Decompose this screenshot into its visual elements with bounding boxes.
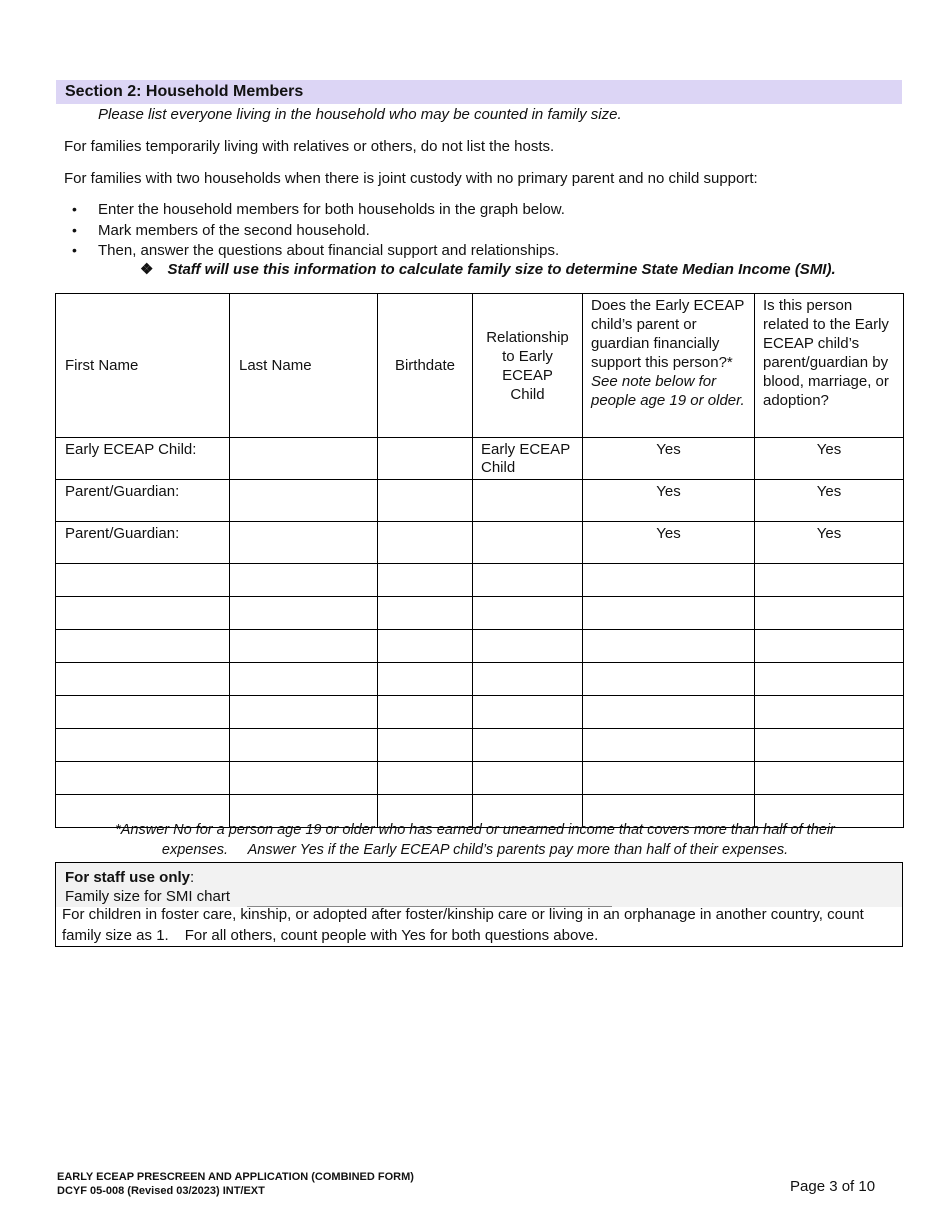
list-item: Mark members of the second household. — [98, 222, 370, 239]
header-related: Is this person related to the Early ECEAP child’s parent/guardian by blood, marriage, or adoption? — [755, 294, 904, 438]
table-row — [56, 522, 904, 564]
cell-relationship — [473, 480, 583, 522]
staff-instructions-part: For all others, count people with Yes for both questions above. — [184, 927, 599, 944]
table-header-row — [56, 294, 904, 438]
cell-last-name[interactable] — [230, 564, 378, 597]
cell-last-name[interactable] — [230, 597, 378, 630]
header-relationship-line: Relationship — [486, 328, 569, 346]
cell-related[interactable] — [755, 564, 904, 597]
table-footnote — [60, 820, 890, 860]
staff-title-colon: : — [190, 869, 195, 886]
cell-first-name[interactable] — [56, 630, 230, 663]
cell-related[interactable] — [755, 762, 904, 795]
section-header — [56, 80, 902, 104]
cell-first-name: Parent/Guardian: — [56, 480, 230, 522]
cell-related: Yes — [755, 480, 904, 522]
bullet-icon: • — [72, 201, 77, 217]
header-birthdate: Birthdate — [378, 294, 473, 438]
cell-relationship[interactable] — [473, 564, 583, 597]
cell-financial-support[interactable] — [583, 663, 755, 696]
table-row — [56, 597, 904, 630]
cell-first-name: Parent/Guardian: — [56, 522, 230, 564]
cell-related[interactable] — [755, 630, 904, 663]
cell-financial-support[interactable] — [583, 762, 755, 795]
staff-title-text: For staff use only — [65, 869, 191, 886]
staff-instructions-line: For children in foster care, kinship, or adopted after foster/kinship care or living in an orphanage in another country, count — [62, 906, 864, 923]
household-members-table — [55, 293, 904, 828]
cell-first-name[interactable] — [56, 762, 230, 795]
cell-birthdate[interactable] — [378, 438, 473, 480]
cell-last-name[interactable] — [230, 696, 378, 729]
cell-relationship[interactable] — [473, 630, 583, 663]
family-size-label: Family size for SMI chart — [65, 888, 231, 905]
page-number: Page 3 of 10 — [790, 1178, 876, 1195]
header-relationship-line: Child — [510, 385, 545, 403]
cell-financial-support: Yes — [583, 480, 755, 522]
table-row — [56, 564, 904, 597]
cell-birthdate[interactable] — [378, 597, 473, 630]
cell-related[interactable] — [755, 597, 904, 630]
cell-related[interactable] — [755, 729, 904, 762]
table-row — [56, 438, 904, 480]
footnote-line: *Answer No for a person age 19 or older who has earned or unearned income that covers more than half of their — [115, 822, 835, 838]
table-row — [56, 630, 904, 663]
list-item: Enter the household members for both households in the graph below. — [98, 201, 565, 218]
header-financial-support — [583, 294, 755, 438]
paragraph-joint-custody: For families with two households when there is joint custody with no primary parent and no child support: — [64, 170, 758, 187]
cell-relationship[interactable] — [473, 729, 583, 762]
cell-last-name[interactable] — [230, 522, 378, 564]
staff-instructions-part: family size as 1. — [62, 927, 169, 944]
cell-birthdate[interactable] — [378, 762, 473, 795]
form-title: EARLY ECEAP PRESCREEN AND APPLICATION (COMBINED FORM) — [57, 1171, 414, 1183]
cell-birthdate[interactable] — [378, 630, 473, 663]
section-intro: Please list everyone living in the household who may be counted in family size. — [98, 106, 622, 123]
footnote-line: expenses. Answer Yes if the Early ECEAP child’s parents pay more than half of their expenses. — [161, 842, 789, 858]
form-code: DCYF 05-008 (Revised 03/2023) INT/EXT — [57, 1185, 265, 1197]
header-support-note: See note below for people age 19 or older. — [591, 373, 745, 409]
form-footer — [57, 1170, 414, 1198]
cell-relationship[interactable] — [473, 663, 583, 696]
header-support-question: Does the Early ECEAP child’s parent or guardian financially support this person?* — [591, 297, 745, 371]
paragraph-hosts: For families temporarily living with relatives or others, do not list the hosts. — [64, 138, 555, 155]
cell-last-name[interactable] — [230, 663, 378, 696]
cell-relationship[interactable] — [473, 597, 583, 630]
staff-note-text: Staff will use this information to calculate family size to determine State Median Income (SMI). — [167, 261, 836, 278]
table-row — [56, 480, 904, 522]
cell-related[interactable] — [755, 696, 904, 729]
cell-birthdate[interactable] — [378, 564, 473, 597]
cell-related[interactable] — [755, 663, 904, 696]
header-last-name: Last Name — [230, 294, 378, 438]
cell-financial-support: Yes — [583, 438, 755, 480]
table-row — [56, 696, 904, 729]
cell-financial-support[interactable] — [583, 630, 755, 663]
cell-birthdate[interactable] — [378, 480, 473, 522]
table-row — [56, 729, 904, 762]
table-row — [56, 663, 904, 696]
cell-birthdate[interactable] — [378, 663, 473, 696]
cell-related: Yes — [755, 522, 904, 564]
header-first-name: First Name — [56, 294, 230, 438]
bullet-icon: • — [72, 222, 77, 238]
cell-related: Yes — [755, 438, 904, 480]
cell-financial-support[interactable] — [583, 564, 755, 597]
cell-financial-support: Yes — [583, 522, 755, 564]
list-item: Then, answer the questions about financial support and relationships. — [98, 242, 560, 259]
diamond-bullet-icon: ❖ — [140, 261, 154, 278]
cell-birthdate[interactable] — [378, 729, 473, 762]
cell-first-name[interactable] — [56, 564, 230, 597]
cell-relationship — [473, 522, 583, 564]
cell-first-name[interactable] — [56, 729, 230, 762]
cell-last-name[interactable] — [230, 762, 378, 795]
cell-birthdate[interactable] — [378, 522, 473, 564]
section-title: Section 2: Household Members — [65, 83, 304, 100]
cell-last-name[interactable] — [230, 480, 378, 522]
cell-last-name[interactable] — [230, 729, 378, 762]
cell-first-name[interactable] — [56, 663, 230, 696]
cell-financial-support[interactable] — [583, 597, 755, 630]
cell-first-name[interactable] — [56, 597, 230, 630]
staff-note — [140, 260, 836, 278]
cell-first-name[interactable] — [56, 696, 230, 729]
cell-financial-support[interactable] — [583, 729, 755, 762]
cell-financial-support[interactable] — [583, 696, 755, 729]
table-row — [56, 762, 904, 795]
cell-last-name[interactable] — [230, 630, 378, 663]
header-relationship-line: to Early — [502, 347, 553, 365]
cell-relationship[interactable] — [473, 762, 583, 795]
cell-last-name[interactable] — [230, 438, 378, 480]
cell-first-name: Early ECEAP Child: — [56, 438, 230, 480]
staff-box-title — [65, 869, 194, 886]
cell-birthdate[interactable] — [378, 696, 473, 729]
cell-relationship[interactable] — [473, 696, 583, 729]
header-relationship-line: ECEAP — [502, 366, 553, 384]
cell-relationship: Early ECEAP Child — [473, 438, 583, 480]
header-relationship — [473, 294, 583, 438]
staff-instructions-line — [62, 927, 598, 944]
bullet-icon: • — [72, 242, 77, 258]
